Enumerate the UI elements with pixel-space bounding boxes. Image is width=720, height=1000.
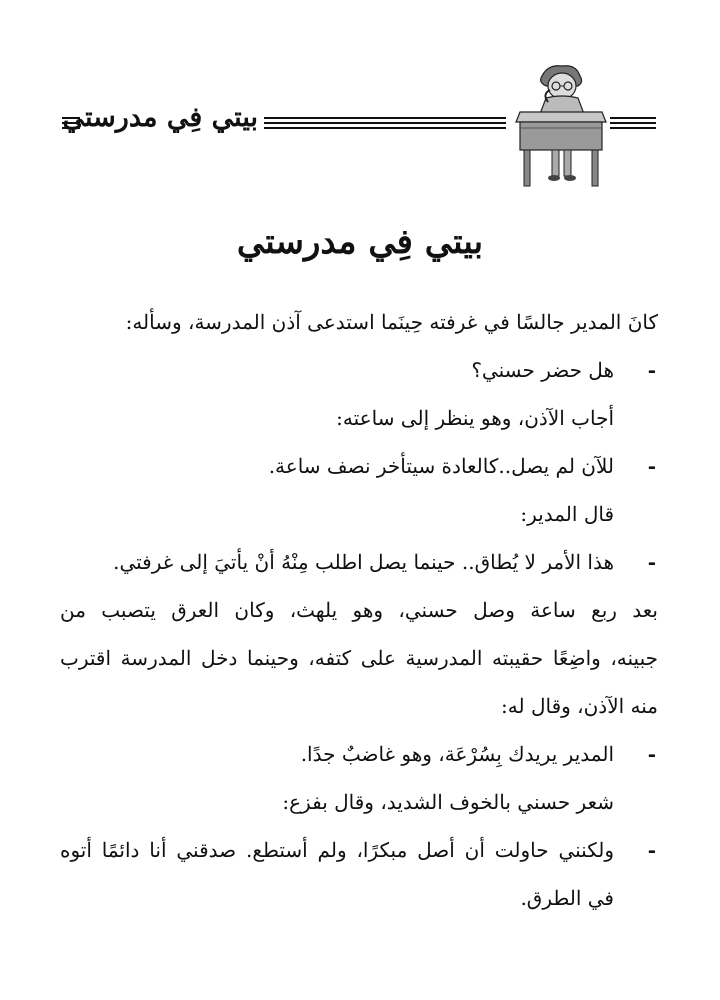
dialogue-line: - هذا الأمر لا يُطاق.. حينما يصل اطلب مِنْهُ أنْ يأتيَ إلى غرفتي. [60,538,658,586]
header-rule-right [610,117,656,129]
dialogue-dash: - [647,742,656,766]
dialogue-line: - هل حضر حسني؟ [60,346,658,394]
text-line: قال المدير: [520,502,614,526]
header-title: بيتي فِي مدرستي [62,102,258,133]
text-line: بعد ربع ساعة وصل حسني، وهو يلهث، وكان العرق يتصبب من [60,598,658,622]
page-title: بيتي فِي مدرستي [236,222,484,262]
text-line: في الطرق. [520,886,614,910]
dialogue-dash: - [647,838,656,862]
dialogue-line: - ولكنني حاولت أن أصل مبكرًا، ولم أستطع. صدقني أنا دائمًا أتوه [60,826,658,874]
text-line: شعر حسني بالخوف الشديد، وقال بفزع: [282,790,614,814]
text-line: أجاب الآذن، وهو ينظر إلى ساعته: [336,406,614,430]
text-line: جبينه، واضِعًا حقيبته المدرسية على كتفه، وحينما دخل المدرسة اقترب [60,646,658,670]
text-line: منه الآذن، وقال له: [501,694,658,718]
story-text [60,298,658,922]
teacher-at-desk-illustration [512,62,610,188]
dialogue-dash: - [647,358,656,382]
page-header [0,62,720,192]
dialogue-line: - للآن لم يصل..كالعادة سيتأخر نصف ساعة. [60,442,658,490]
dialogue-line: - المدير يريدك بِسُرْعَة، وهو غاضبٌ جدًا. [60,730,658,778]
text-line: كانَ المدير جالسًا في غرفته حِينَما استدعى آذن المدرسة، وسأله: [125,310,658,334]
dialogue-dash: - [647,550,656,574]
header-rule-middle [264,117,506,129]
dialogue-dash: - [647,454,656,478]
